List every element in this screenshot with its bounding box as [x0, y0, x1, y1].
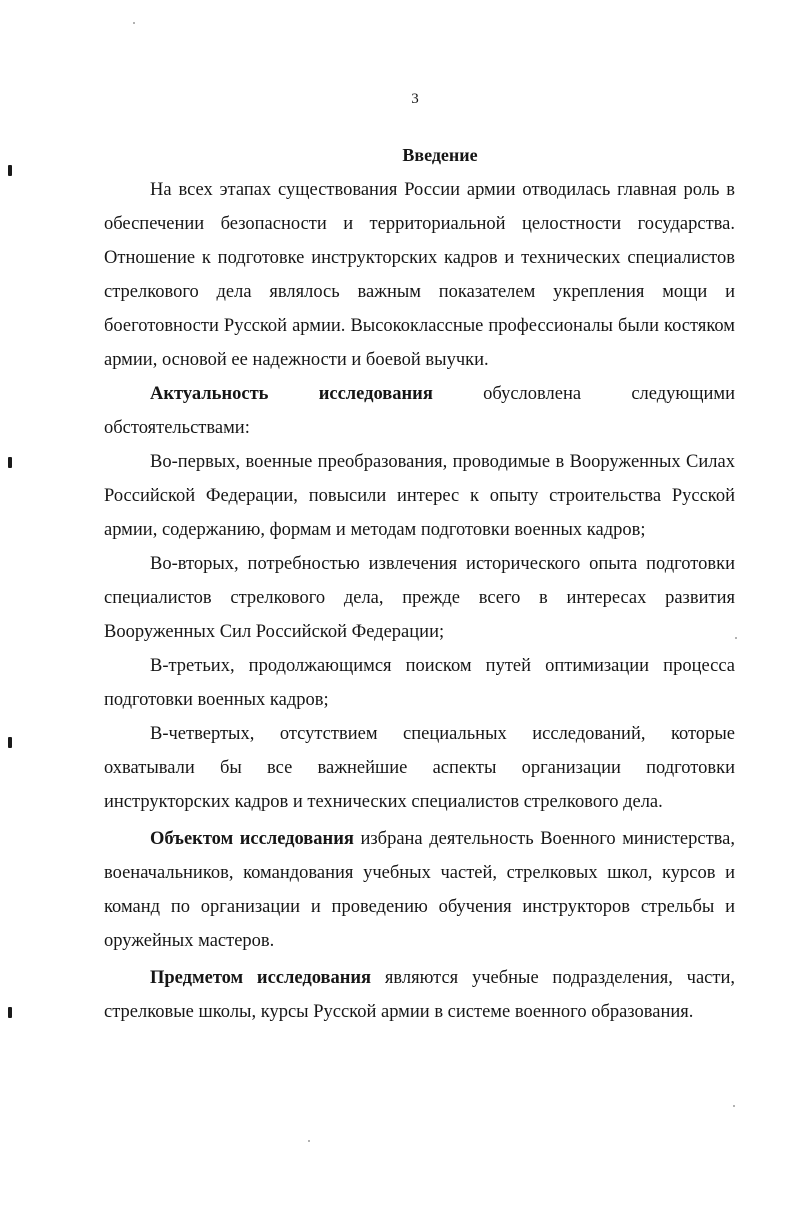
paragraph-subject [104, 961, 735, 1029]
subject-text: являются учебные подразделения, части, стрелковые школы, курсы Русской армии в системе военного образования. [104, 968, 736, 1022]
object-text: избрана деятельность Военного министерства, военачальников, командования учебных частей, стрелковых школ, курсов и команд по организации и проведению обучения инструкторов стрельбы и оружейных мастеров. [104, 829, 735, 951]
paragraph-fourth: В-четвертых, отсутствием специальных исследований, которые охватывали бы все важнейшие аспекты организации подготовки инструкторских кадров и технических специалистов стрелкового дела. [104, 724, 735, 812]
body-text [104, 173, 735, 1029]
paragraph-intro: На всех этапах существования России армии отводилась главная роль в обеспечении безопасности и территориальной целостности государства. Отношение к подготовке инструкторских кадров и технических специалистов стрелкового дела являлось важным показателем укрепления мощи и боеготовности Русской армии. Высококлассные профессионалы были костяком армии, основой ее надежности и боевой выучки. [104, 180, 735, 370]
scan-speck [133, 22, 135, 24]
relevance-heading: Актуальность исследования [150, 384, 433, 404]
paragraph-second: Во-вторых, потребностью извлечения исторического опыта подготовки специалистов стрелкового дела, прежде всего в интересах развития Вооруженных Сил Российской Федерации; [104, 554, 735, 642]
paragraph-relevance [104, 377, 735, 445]
scan-speck [733, 1105, 735, 1107]
paragraph-third: В-третьих, продолжающимся поиском путей оптимизации процесса подготовки военных кадров; [104, 656, 735, 710]
binding-hole-mark [8, 1007, 12, 1018]
paragraph-object [104, 822, 735, 958]
scan-speck [308, 1140, 310, 1142]
binding-hole-mark [8, 165, 12, 176]
page-number: 3 [411, 91, 419, 107]
object-heading: Объектом исследования [150, 829, 354, 849]
binding-hole-mark [8, 737, 12, 748]
section-title: Введение [402, 145, 478, 165]
relevance-text: обусловлена следующими обстоятельствами: [104, 384, 735, 438]
subject-heading: Предметом исследования [150, 968, 372, 988]
paragraph-first: Во-первых, военные преобразования, проводимые в Вооруженных Силах Российской Федерации, повысили интерес к опыту строительства Русской армии, содержанию, формам и методам подготовки военных кадров; [104, 452, 735, 540]
scan-speck [735, 637, 737, 639]
binding-hole-mark [8, 457, 12, 468]
